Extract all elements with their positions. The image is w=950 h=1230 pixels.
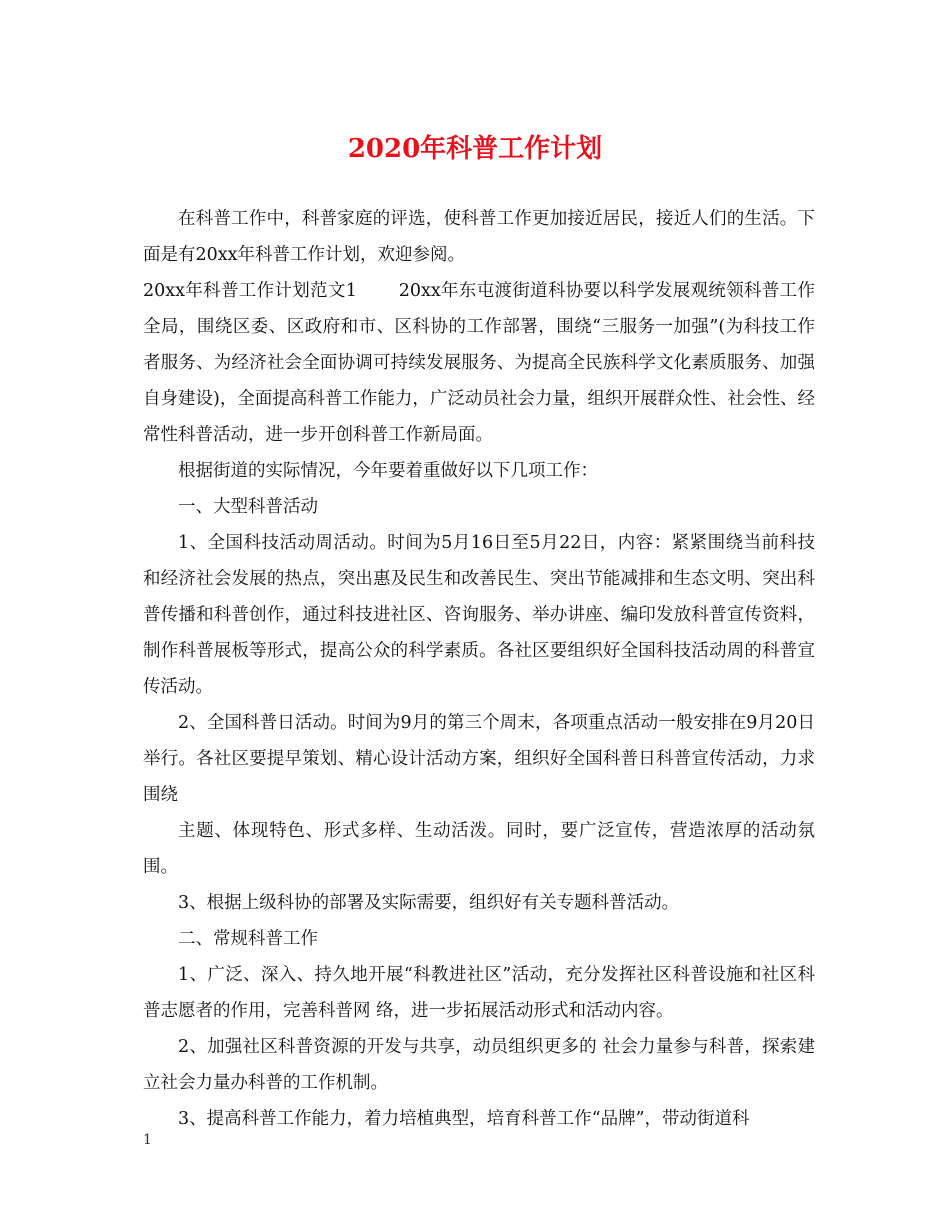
paragraph-intro: 在科普工作中，科普家庭的评选，使科普工作更加接近居民，接近人们的生活。下面是有20xx年科普工作计划，欢迎参阅。 — [143, 209, 815, 265]
section-heading-regular-work: 二、常规科普工作 — [178, 929, 318, 949]
paragraph-community: 1、广泛、深入、持久地开展“科教进社区”活动，充分发挥社区科普设施和社区科普志愿者的作用，完善科普网 络，进一步拓展活动形式和活动内容。 — [143, 965, 815, 1021]
document-title: 2020年科普工作计划 — [347, 134, 603, 164]
document-body — [143, 201, 815, 1137]
paragraph-focus: 根据街道的实际情况，今年要着重做好以下几项工作： — [178, 461, 598, 481]
paragraph-tech-week: 1、全国科技活动周活动。时间为5月16日至5月22日，内容：紧紧围绕当前科技和经济社会发展的热点，突出惠及民生和改善民生、突出节能减排和生态文明、突出科普传播和科普创作，通过科技进社区、咨询服务、举办讲座、编印发放科普宣传资料，制作科普展板等形式，提高公众的科学素质。各社区要组织好全国科技活动周的科普宣传活动。 — [143, 533, 815, 697]
page-number: 1 — [143, 1132, 152, 1148]
paragraph-theme: 主题、体现特色、形式多样、生动活泼。同时，要广泛宣传，营造浓厚的活动氛围。 — [143, 821, 815, 877]
paragraph-science-day: 2、全国科普日活动。时间为9月的第三个周末，各项重点活动一般安排在9月20日举行。各社区要提早策划、精心设计活动方案，组织好全国科普日科普宣传活动，力求围绕 — [143, 713, 815, 805]
paragraph-capability: 3、提高科普工作能力，着力培植典型，培育科普工作“品牌”，带动街道科 — [178, 1109, 750, 1129]
paragraph-resources: 2、加强社区科普资源的开发与共享，动员组织更多的 社会力量参与科普，探索建立社会力量办科普的工作机制。 — [143, 1037, 815, 1093]
paragraph-overview: 20xx年科普工作计划范文1 20xx年东屯渡街道科协要以科学发展观统领科普工作全局，围绕区委、区政府和市、区科协的工作部署，围绕“三服务一加强”(为科技工作者服务、为经济社会全面协调可持续发展服务、为提高全民族科学文化素质服务、加强自身建设)，全面提高科普工作能力，广泛动员社会力量，组织开展群众性、社会性、经常性科普活动，进一步开创科普工作新局面。 — [143, 281, 815, 445]
section-heading-major-activities: 一、大型科普活动 — [178, 497, 318, 517]
paragraph-special-activities: 3、根据上级科协的部署及实际需要，组织好有关专题科普活动。 — [178, 893, 680, 913]
